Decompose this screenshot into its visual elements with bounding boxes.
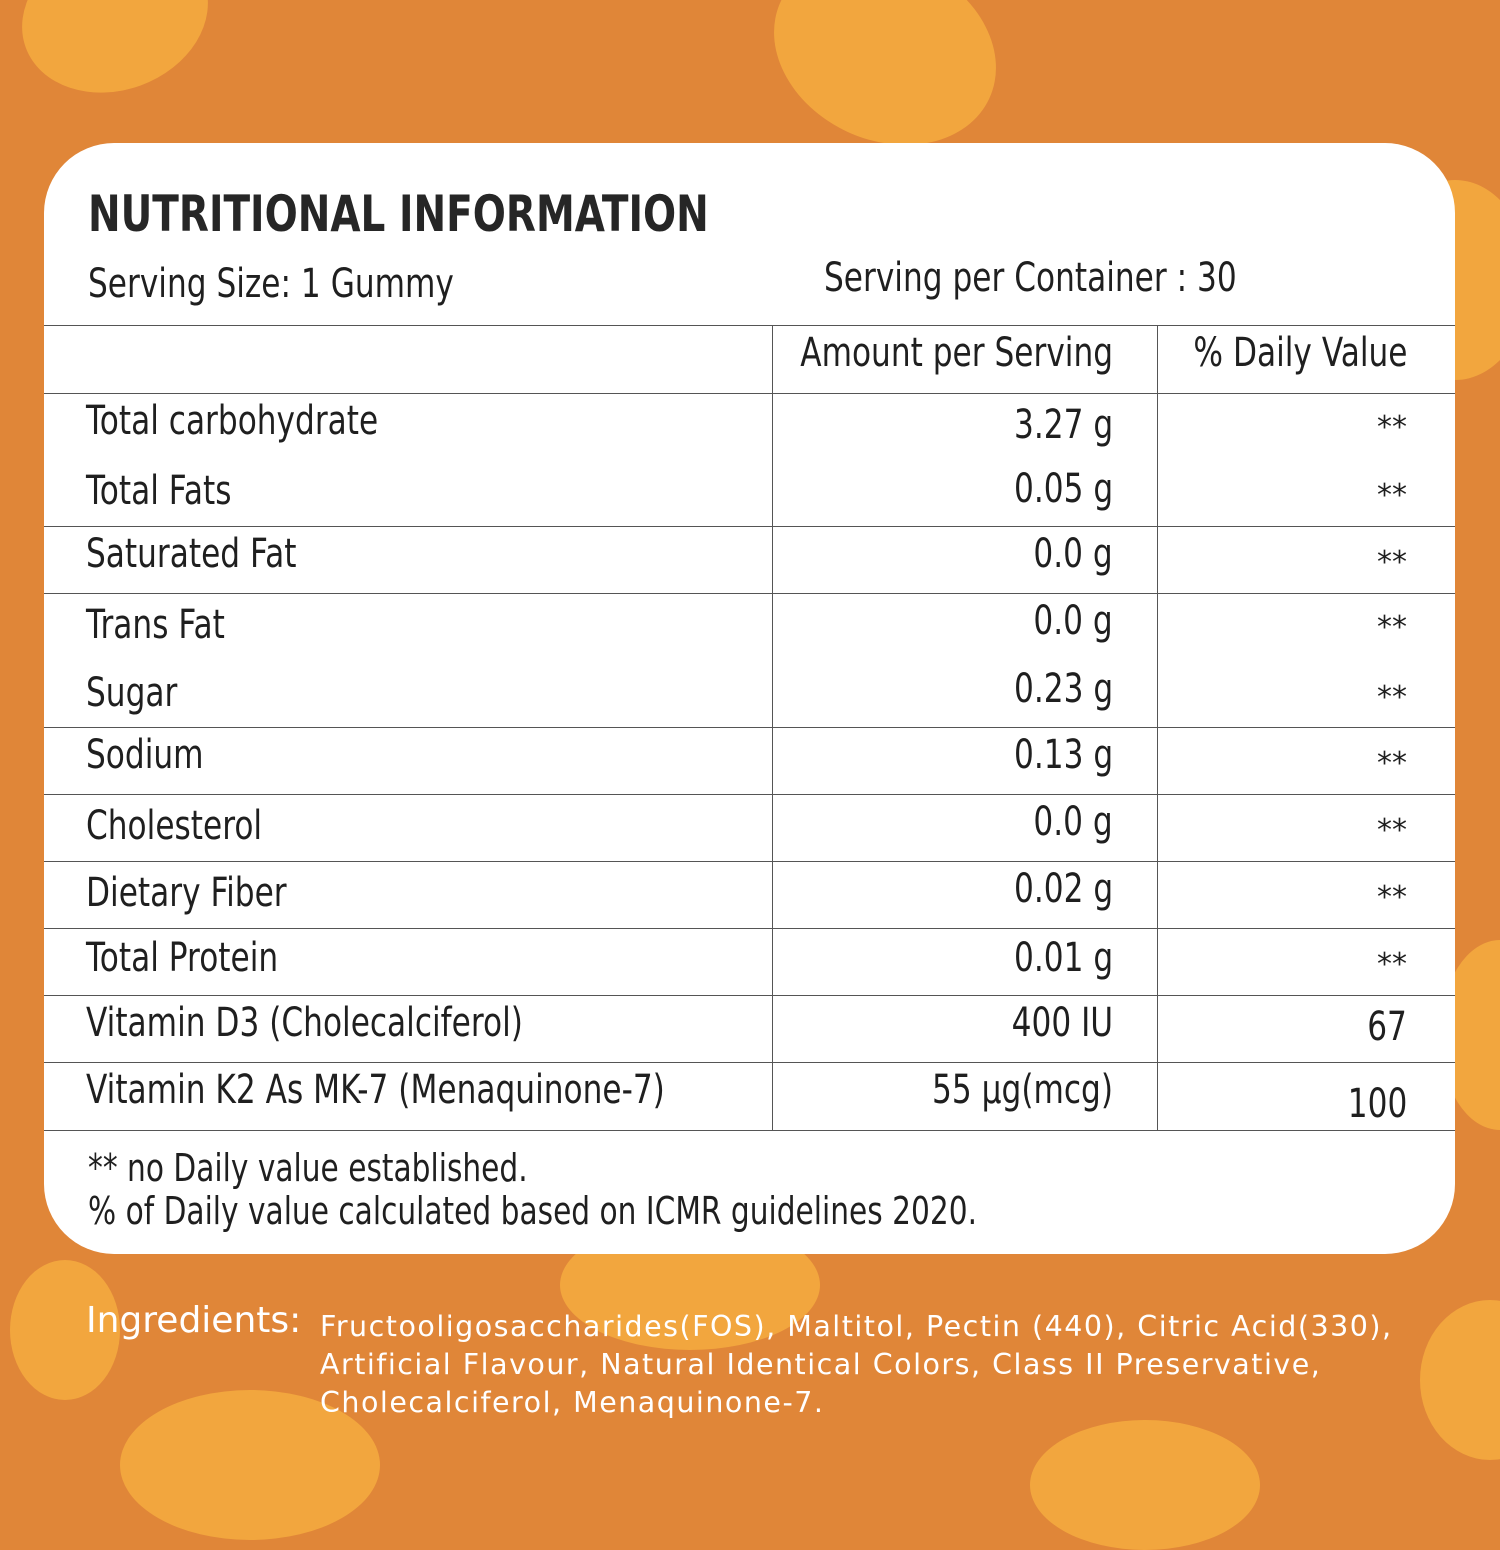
nutrient-amount: 0.0 g: [1033, 531, 1113, 577]
nutrient-name: Trans Fat: [86, 602, 225, 648]
header-amount: Amount per Serving: [800, 330, 1113, 376]
nutrient-amount: 0.01 g: [1013, 935, 1113, 981]
nutrient-amount: 3.27 g: [1013, 402, 1113, 448]
table-row: [44, 393, 1455, 527]
nutrient-name: Total Fats: [86, 468, 232, 514]
serving-per-container: Serving per Container : 30: [824, 255, 1237, 301]
nutrient-name: Vitamin D3 (Cholecalciferol): [86, 1000, 523, 1046]
nutrient-dv: **: [1377, 947, 1407, 982]
nutrition-title: NUTRITIONAL INFORMATION: [88, 185, 709, 243]
nutrient-name: Cholesterol: [86, 803, 263, 849]
header-daily-value: % Daily Value: [1192, 330, 1407, 376]
nutrient-amount: 0.0 g: [1033, 799, 1113, 845]
nutrient-amount: 0.13 g: [1013, 732, 1113, 778]
nutrient-name: Sugar: [86, 670, 178, 716]
nutrient-dv: **: [1377, 478, 1407, 513]
nutrient-name: Sodium: [86, 732, 204, 778]
table-row: [44, 526, 1455, 594]
nutrition-table: [44, 325, 1455, 1131]
nutrient-dv: **: [1377, 880, 1407, 915]
footnote-no-daily-value: ** no Daily value established.: [88, 1146, 528, 1190]
table-row: [44, 861, 1455, 929]
nutrient-amount: 0.0 g: [1033, 598, 1113, 644]
gummy-decoration: [0, 0, 230, 118]
nutrient-amount: 0.02 g: [1013, 866, 1113, 912]
nutrient-name: Saturated Fat: [86, 531, 297, 577]
table-row: [44, 1062, 1455, 1131]
nutrient-name: Vitamin K2 As MK-7 (Menaquinone-7): [86, 1067, 665, 1113]
nutrient-name: Dietary Fiber: [86, 870, 287, 916]
nutrient-name: Total Protein: [86, 935, 279, 981]
table-row: [44, 727, 1455, 795]
table-row: [44, 593, 1455, 728]
nutrient-dv: 67: [1367, 1004, 1407, 1050]
nutrient-dv: **: [1377, 410, 1407, 445]
table-row: [44, 794, 1455, 862]
table-row: [44, 928, 1455, 996]
table-header-row: [44, 326, 1455, 393]
serving-size: Serving Size: 1 Gummy: [88, 261, 454, 307]
table-row: [44, 995, 1455, 1063]
ingredients-label: Ingredients:: [86, 1300, 302, 1341]
gummy-decoration: [1030, 1420, 1260, 1550]
nutrient-dv: **: [1377, 610, 1407, 645]
nutrient-dv: **: [1377, 746, 1407, 781]
ingredients-text: Fructooligosaccharides(FOS), Maltitol, Pectin (440), Citric Acid(330), Artificial Flavour, Natural Identical Colors, Class II Preservative, Cholecalciferol, Menaquinone-7.: [320, 1310, 1393, 1419]
nutrient-amount: 0.23 g: [1013, 666, 1113, 712]
nutrient-name: Total carbohydrate: [86, 398, 379, 444]
nutrient-amount: 0.05 g: [1013, 466, 1113, 512]
nutrient-dv: **: [1377, 813, 1407, 848]
nutrient-amount: 55 µg(mcg): [932, 1067, 1113, 1113]
footnote-icmr: % of Daily value calculated based on ICMR guidelines 2020.: [88, 1189, 978, 1233]
nutrition-card: [44, 143, 1455, 1254]
nutrient-dv: **: [1377, 680, 1407, 715]
nutrient-dv: **: [1377, 545, 1407, 580]
nutrient-amount: 400 IU: [1011, 1000, 1113, 1046]
nutrient-dv: 100: [1347, 1081, 1407, 1127]
